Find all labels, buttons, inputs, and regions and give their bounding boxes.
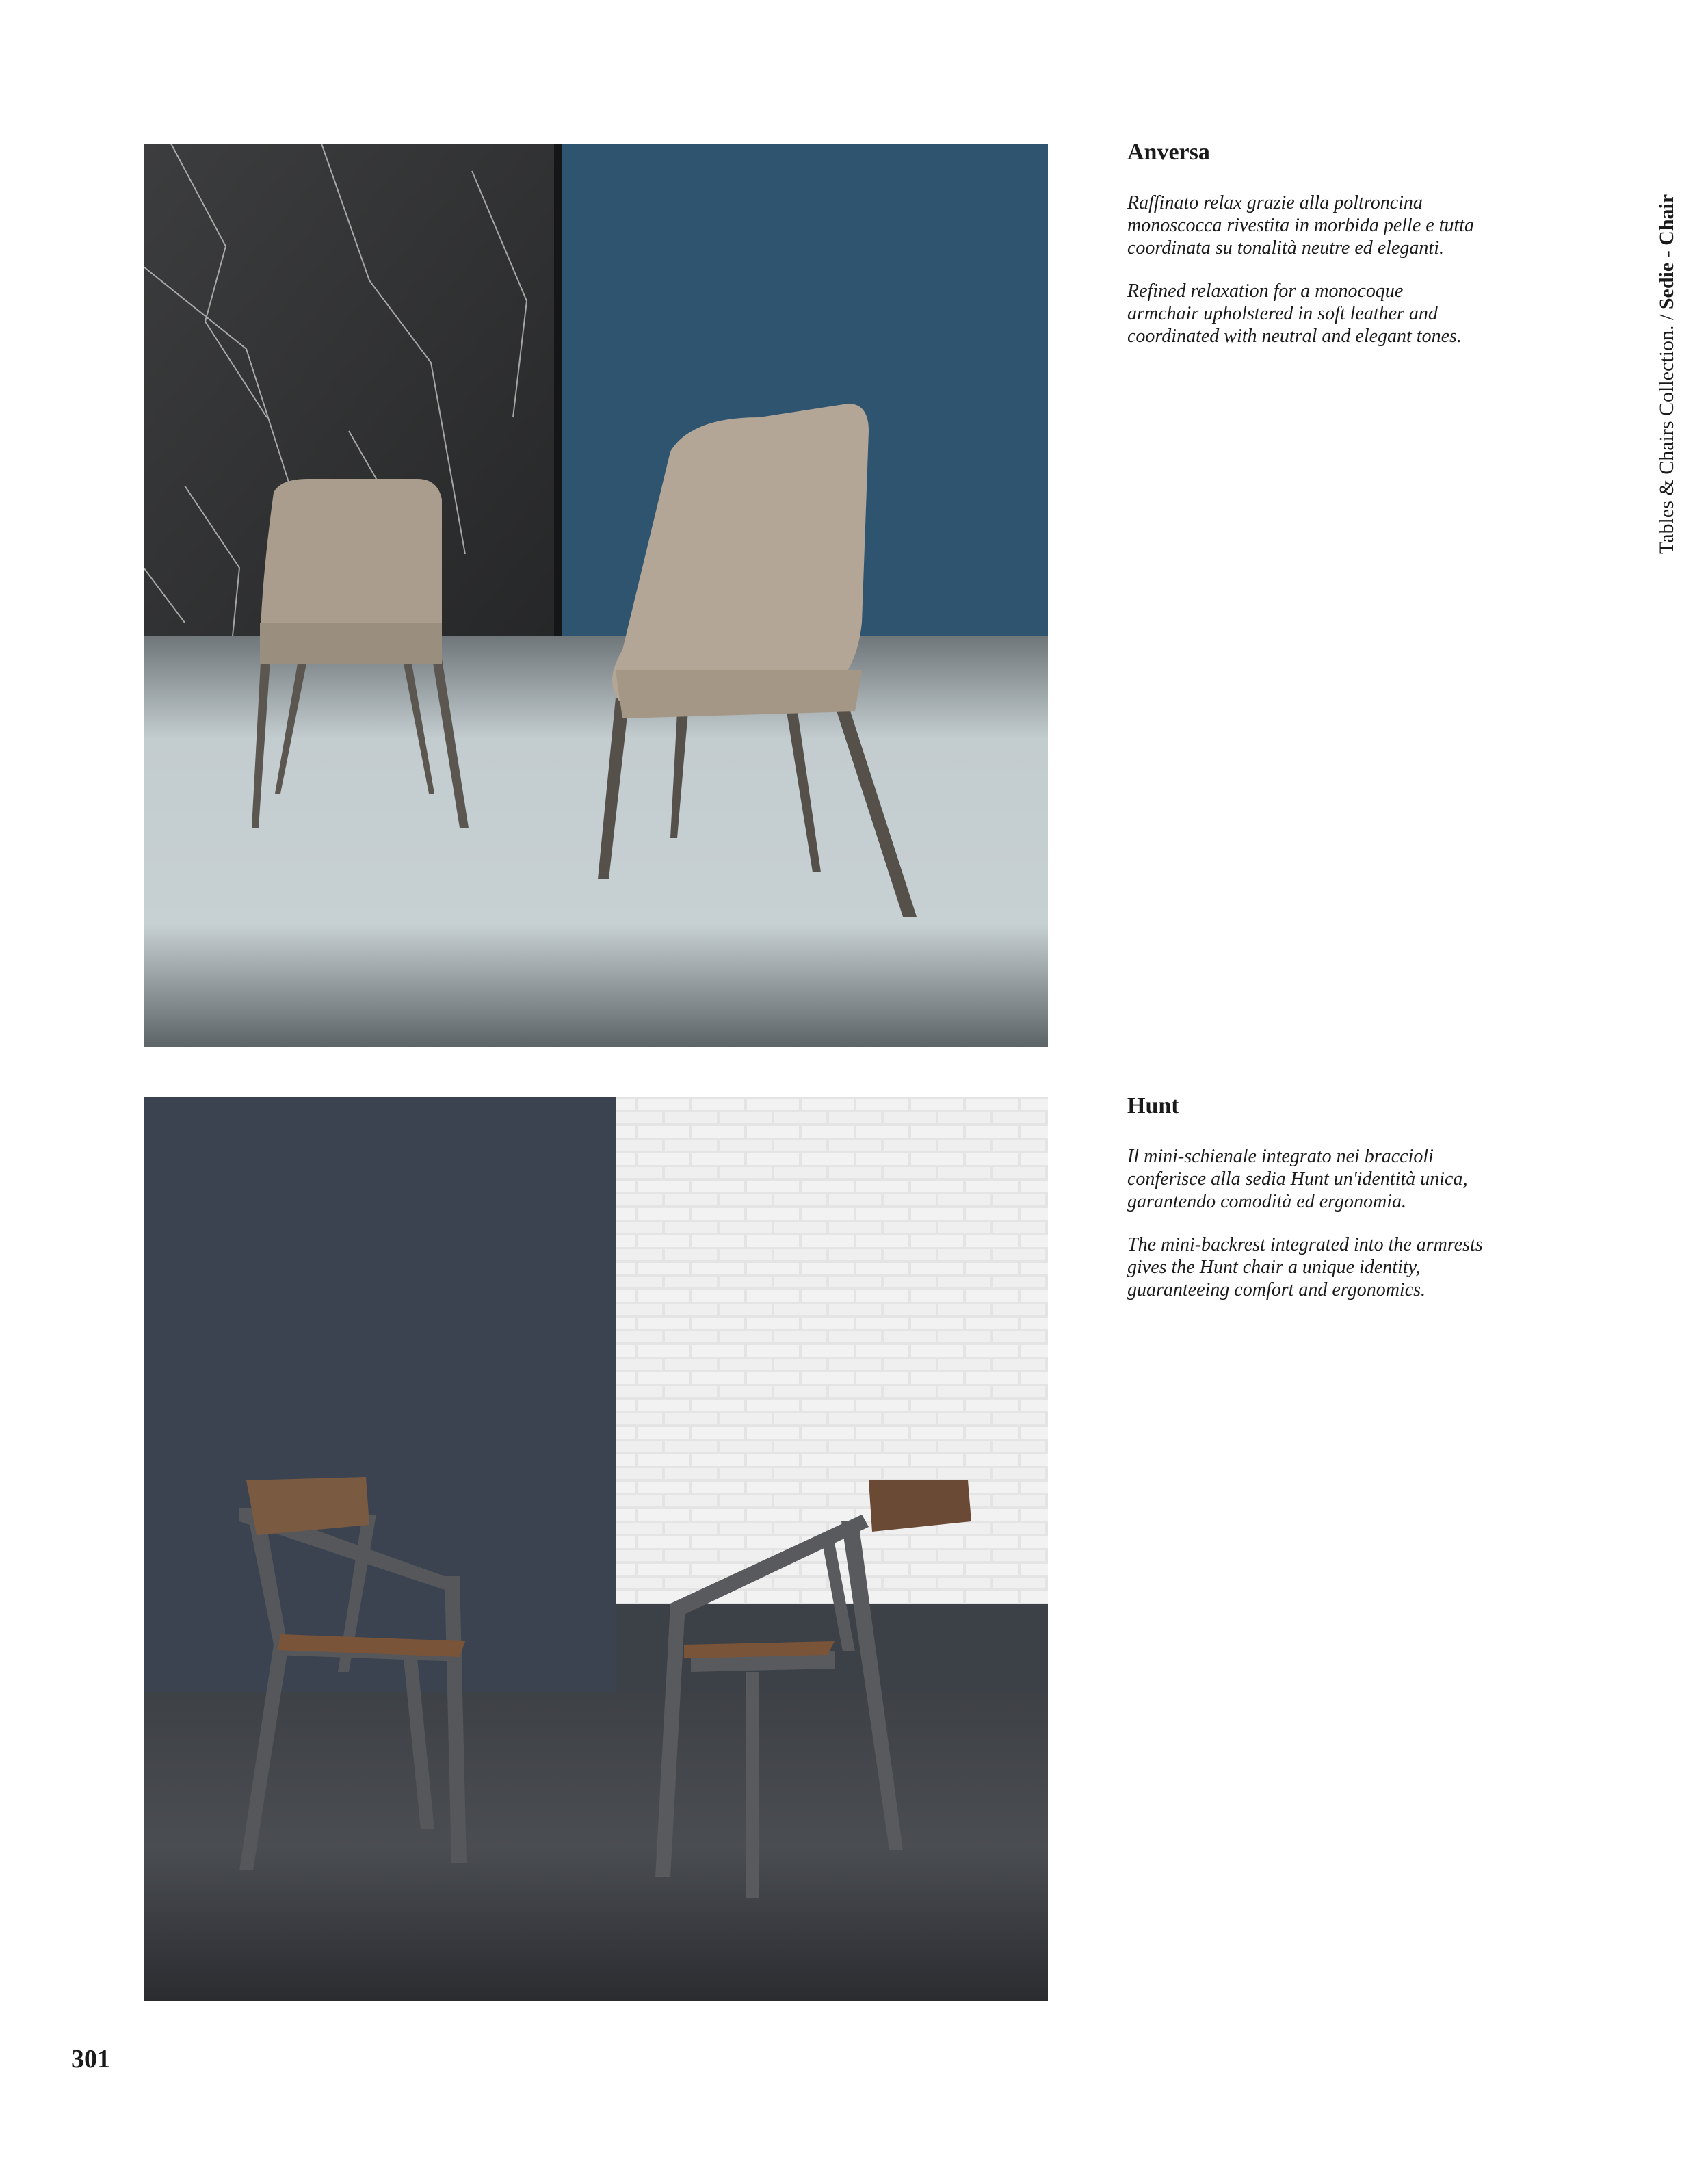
product-hunt (1127, 1093, 1606, 1322)
category-label: Sedie - Chair (1655, 194, 1678, 310)
hunt-photo (144, 1097, 1048, 2001)
product-description-en: The mini-backrest integrated into the armrests gives the Hunt chair a unique identity, guaranteeing comfort and ergonomics. (1127, 1234, 1483, 1300)
collection-label: Tables & Chairs Collection. / (1655, 309, 1678, 554)
product-description-it: Il mini-schienale integrato nei braccioli conferisce alla sedia Hunt un'identità unica, garantendo comodità ed ergonomia. (1127, 1146, 1468, 1212)
anversa-photo (144, 144, 1048, 1047)
collection-side-label (1655, 144, 1683, 554)
product-anversa (1127, 140, 1606, 368)
product-title: Hunt (1127, 1093, 1179, 1118)
product-title: Anversa (1127, 140, 1210, 165)
page-number: 301 (71, 2045, 110, 2073)
product-description-it: Raffinato relax grazie alla poltroncina monoscocca rivestita in morbida pelle e tutta coordinata su tonalità neutre ed eleganti. (1127, 192, 1475, 259)
product-description-en: Refined relaxation for a monocoque armchair upholstered in soft leather and coordinated with neutral and elegant tones. (1127, 280, 1462, 347)
